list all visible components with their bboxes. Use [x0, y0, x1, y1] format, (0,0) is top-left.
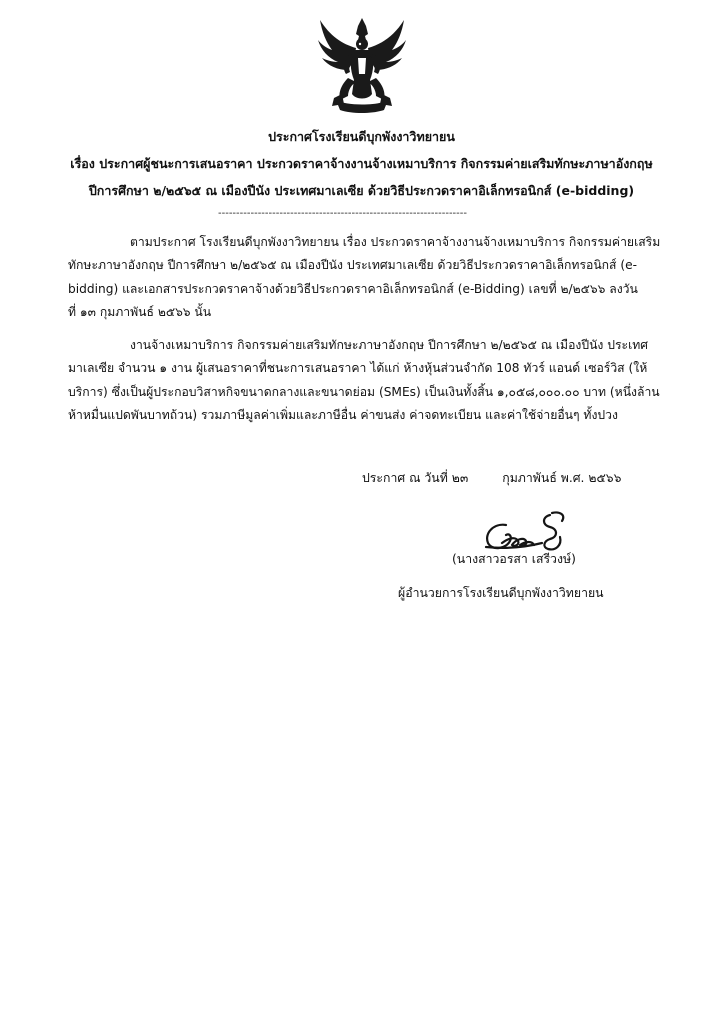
paragraph-line: ห้าหมื่นแปดพันบาทถ้วน) รวมภาษีมูลค่าเพิ่มและภาษีอื่น ค่าขนส่ง ค่าจดทะเบียน และค่าใช้จ่ายอื่นๆ ทั้งปวง [68, 407, 618, 422]
announcement-date [362, 469, 621, 488]
subject-line-continued: ปีการศึกษา ๒/๒๕๖๕ ณ เมืองปีนัง ประเทศมาเลเซีย ด้วยวิธีประกวดราคาอิเล็กทรอนิกส์ (e-bidding) [88, 183, 635, 198]
document-heading [40, 123, 683, 204]
school-announcement-title: ประกาศโรงเรียนดีบุกพังงาวิทยายน [268, 129, 455, 144]
paragraph-line: บริการ) ซึ่งเป็นผู้ประกอบวิสาหกิจขนาดกลางและขนาดย่อม (SMEs) เป็นเงินทั้งสิ้น ๑,๐๕๘,๐๐๐.๐๐ บาท (หนึ่งล้าน [68, 384, 660, 399]
announcement-date-day: ประกาศ ณ วันที่ ๒๓ [362, 471, 469, 485]
garuda-emblem-icon [312, 14, 412, 114]
paragraph-line: งานจ้างเหมาบริการ กิจกรรมค่ายเสริมทักษะภาษาอังกฤษ ปีการศึกษา ๒/๒๕๖๕ ณ เมืองปีนัง ประเทศ [130, 338, 649, 352]
signer-title: ผู้อำนวยการโรงเรียนดีบุกพังงาวิทยายน [398, 586, 604, 600]
subject-line: เรื่อง ประกาศผู้ชนะการเสนอราคา ประกวดราคาจ้างงานจ้างเหมาบริการ กิจกรรมค่ายเสริมทักษะภาษาอังกฤษ [70, 156, 653, 171]
signer-name: (นางสาวอรสา เสรีวงษ์) [452, 552, 576, 566]
announcement-date-month-year: กุมภาพันธ์ พ.ศ. ๒๕๖๖ [502, 471, 622, 485]
paragraph-reference [68, 231, 660, 324]
paragraph-line: ทักษะภาษาอังกฤษ ปีการศึกษา ๒/๒๕๖๕ ณ เมืองปีนัง ประเทศมาเลเซีย ด้วยวิธีประกวดราคาอิเล็กทรอนิกส์ (e- [68, 258, 637, 273]
paragraph-line: มาเลเซีย จำนวน ๑ งาน ผู้เสนอราคาที่ชนะการเสนอราคา ได้แก่ ห้างหุ้นส่วนจำกัด 108 ทัวร์ แอนด์ เซอร์วิส (ให้ [68, 361, 648, 376]
paragraph-line: ที่ ๑๓ กุมภาพันธ์ ๒๕๖๖ นั้น [68, 304, 212, 319]
paragraph-line: bidding) และเอกสารประกวดราคาจ้างด้วยวิธีประกวดราคาอิเล็กทรอนิกส์ (e-Bidding) เลขที่ ๒/๒๕๖๖ ลงวัน [68, 281, 638, 296]
paragraph-winner [68, 334, 660, 427]
separator-line: --------------------------------------------------------------------- [218, 208, 467, 219]
paragraph-line: ตามประกาศ โรงเรียนดีบุกพังงาวิทยายน เรื่อง ประกวดราคาจ้างงานจ้างเหมาบริการ กิจกรรมค่ายเสริม [130, 235, 661, 249]
